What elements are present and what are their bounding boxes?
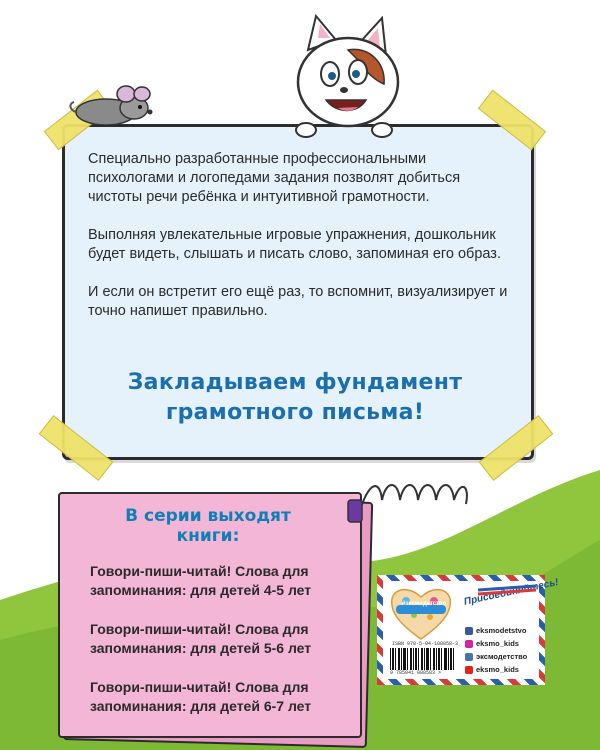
youtube-icon — [465, 666, 473, 674]
description-text — [88, 150, 508, 340]
social-item-youtube[interactable] — [465, 665, 519, 674]
social-label: eksmo_kids — [476, 639, 519, 648]
social-label: eksmodetstvo — [476, 626, 527, 635]
series-title-line-1: В серии выходят — [125, 506, 291, 526]
barcode-icon — [390, 648, 454, 670]
description-paragraph-2: Выполняя увлекательные игровые упражнения, дошкольник будет видеть, слышать и писать слово, запоминая его образ. — [88, 227, 501, 262]
book-2-line-2: запоминания: для детей 5-6 лет — [90, 640, 312, 656]
mouse-illustration — [66, 82, 160, 126]
book-item — [90, 620, 350, 658]
social-label: эксмодетство — [476, 652, 528, 661]
facebook-icon — [465, 627, 473, 635]
barcode-number: 9 785041 088583 > — [390, 670, 442, 676]
slogan — [62, 368, 528, 428]
vk-icon — [465, 653, 473, 661]
book-2-line-1: Говори-пиши-читай! Слова для — [90, 621, 309, 637]
heart-logo-icon — [388, 585, 454, 641]
flag-stripes-icon — [478, 582, 536, 596]
series-title — [58, 506, 358, 546]
series-title-line-2: книги: — [176, 526, 240, 546]
logo-label: #эксмодетство — [402, 601, 447, 607]
book-1-line-2: запоминания: для детей 4-5 лет — [90, 582, 312, 598]
slogan-line-2: грамотного письма! — [165, 400, 425, 425]
social-item-facebook[interactable] — [465, 626, 526, 635]
isbn-text: ISBN 978-5-04-108858-3 — [392, 641, 459, 647]
description-paragraph-1: Специально разработанные профессиональными психологами и логопедами задания позволят добиться чистоты речи ребёнка и интуитивной грамотности. — [88, 151, 461, 205]
slogan-line-1: Закладываем фундамент — [127, 370, 463, 395]
book-3-line-1: Говори-пиши-читай! Слова для — [90, 679, 309, 695]
social-item-vk[interactable] — [465, 652, 527, 661]
spring-clip-illustration — [340, 470, 480, 530]
book-3-line-2: запоминания: для детей 6-7 лет — [90, 698, 312, 714]
cat-illustration — [278, 10, 408, 140]
social-item-instagram[interactable] — [465, 639, 519, 648]
social-label: eksmo_kids — [476, 665, 519, 674]
description-paragraph-3: И если он встретит его ещё раз, то вспомнит, визуализирует и точно напишет правильно. — [88, 284, 508, 319]
book-item — [90, 678, 350, 716]
book-1-line-1: Говори-пиши-читай! Слова для — [90, 563, 309, 579]
book-item — [90, 562, 350, 600]
instagram-icon — [465, 640, 473, 648]
